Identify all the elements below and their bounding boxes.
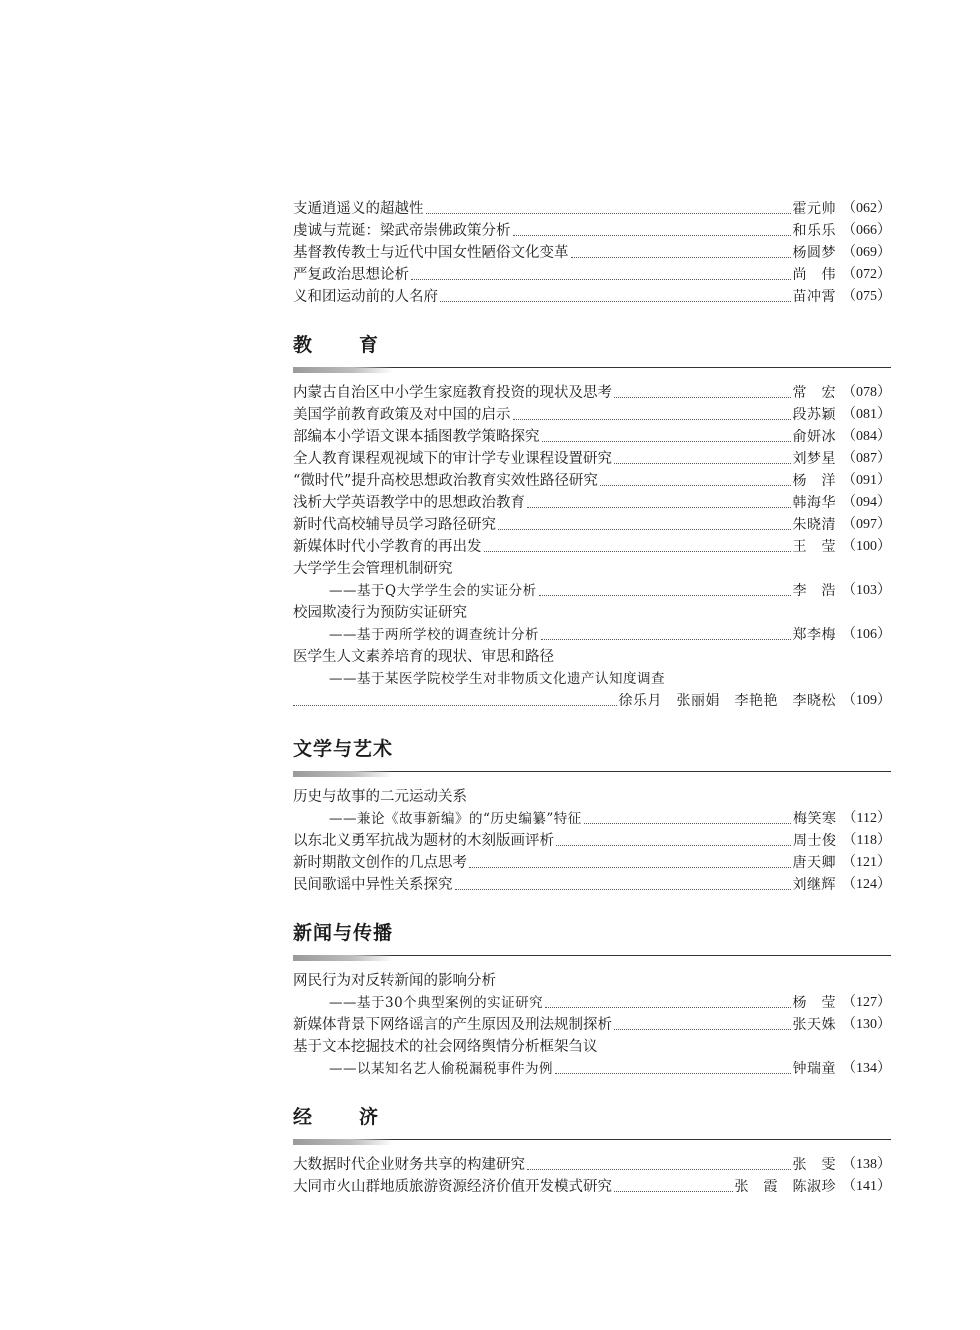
entry-title[interactable]: 民间歌谣中异性关系探究 <box>293 877 453 893</box>
toc-entry-subtitle-row <box>293 580 891 602</box>
toc-entry[interactable] <box>293 536 891 558</box>
entry-author: 杨 洋 <box>792 473 836 489</box>
entry-page: （130） <box>842 1017 891 1032</box>
toc-entry[interactable] <box>293 264 891 286</box>
entry-page: （124） <box>842 877 891 892</box>
entry-title[interactable]: 美国学前教育政策及对中国的启示 <box>293 407 511 423</box>
entry-author: 刘梦星 <box>792 451 836 467</box>
entry-page: （087） <box>842 451 891 466</box>
entry-author: 张 霞 陈淑珍 <box>734 1179 836 1195</box>
entry-title[interactable]: 部编本小学语文课本插图教学策略探究 <box>293 429 540 445</box>
toc-entry-subtitle-row <box>293 624 891 646</box>
toc-entry[interactable] <box>293 852 891 874</box>
entry-author: 霍元帅 <box>792 201 836 217</box>
toc-entry[interactable] <box>293 514 891 536</box>
toc-entry[interactable] <box>293 830 891 852</box>
entry-page: （141） <box>842 1179 891 1194</box>
entry-page: （127） <box>842 995 891 1010</box>
leader-dots <box>513 419 791 420</box>
entry-page: （112） <box>842 811 891 826</box>
entry-author: 杨 莹 <box>792 995 836 1011</box>
entry-title[interactable]: 大学学生会管理机制研究 <box>293 561 453 577</box>
leader-dots <box>469 867 791 868</box>
entry-subtitle: ——基于30个典型案例的实证研究 <box>329 995 544 1011</box>
entry-title[interactable]: 义和团运动前的人名府 <box>293 289 438 305</box>
entry-page: （078） <box>842 385 891 400</box>
toc-section <box>293 1104 891 1198</box>
entry-title[interactable]: 网民行为对反转新闻的影响分析 <box>293 973 496 989</box>
section-divider-accent <box>293 771 393 777</box>
toc-entry[interactable] <box>293 382 891 404</box>
entry-title[interactable]: 医学生人文素养培育的现状、审思和路径 <box>293 649 554 665</box>
section-heading: 新闻与传播 <box>293 922 394 944</box>
leader-dots <box>614 1029 791 1030</box>
toc-section <box>293 736 891 896</box>
toc-entry[interactable] <box>293 874 891 896</box>
section-divider <box>293 952 891 962</box>
leader-dots <box>614 1191 733 1192</box>
entry-title[interactable]: “微时代”提升高校思想政治教育实效性路径研究 <box>293 473 598 489</box>
entry-author: 刘继辉 <box>792 877 836 893</box>
entry-author: 徐乐月 张丽娟 李艳艳 李晓松 <box>618 693 836 709</box>
toc-entry-authors-row <box>293 690 891 712</box>
toc-entry[interactable] <box>293 448 891 470</box>
leader-dots <box>513 235 791 236</box>
entry-title[interactable]: 以东北义勇军抗战为题材的木刻版画评析 <box>293 833 554 849</box>
leader-dots <box>584 823 791 824</box>
leader-dots <box>555 1073 791 1074</box>
toc-entry-title-row[interactable] <box>293 646 891 668</box>
section-divider-accent <box>293 955 393 961</box>
entry-author: 钟瑞童 <box>792 1061 836 1077</box>
entry-page: （094） <box>842 495 891 510</box>
section-heading: 文学与艺术 <box>293 738 394 760</box>
entry-title[interactable]: 历史与故事的二元运动关系 <box>293 789 467 805</box>
entry-title[interactable]: 浅析大学英语教学中的思想政治教育 <box>293 495 525 511</box>
entry-title[interactable]: 新时期散文创作的几点思考 <box>293 855 467 871</box>
toc-entry-title-row[interactable] <box>293 602 891 624</box>
toc-entry-subtitle-row <box>293 808 891 830</box>
entry-title[interactable]: 校园欺凌行为预防实证研究 <box>293 605 467 621</box>
entry-page: （138） <box>842 1157 891 1172</box>
leader-dots <box>539 595 791 596</box>
entry-title[interactable]: 新媒体时代小学教育的再出发 <box>293 539 482 555</box>
toc-entry[interactable] <box>293 492 891 514</box>
toc-group-history <box>293 198 891 308</box>
toc-entry-title-row[interactable] <box>293 558 891 580</box>
section-heading: 经 济 <box>293 1106 393 1128</box>
entry-page: （134） <box>842 1061 891 1076</box>
entry-subtitle: ——兼论《故事新编》的“历史编纂”特征 <box>329 811 582 827</box>
toc-entry[interactable] <box>293 1176 891 1198</box>
leader-dots <box>556 845 791 846</box>
toc-entry[interactable] <box>293 198 891 220</box>
entry-page: （066） <box>842 223 891 238</box>
entry-title[interactable]: 严复政治思想论析 <box>293 267 409 283</box>
entry-page: （081） <box>842 407 891 422</box>
toc-entry-title-row[interactable] <box>293 1036 891 1058</box>
entry-title[interactable]: 大同市火山群地质旅游资源经济价值开发模式研究 <box>293 1179 612 1195</box>
entry-author: 周士俊 <box>793 833 837 849</box>
entry-author: 张 雯 <box>792 1157 836 1173</box>
leader-dots <box>545 1007 790 1008</box>
entry-page: （072） <box>842 267 891 282</box>
toc-entry[interactable] <box>293 220 891 242</box>
entry-page: （106） <box>842 627 891 642</box>
leader-dots <box>440 301 791 302</box>
entry-subtitle: ——基于两所学校的调查统计分析 <box>329 627 539 643</box>
toc-entry[interactable] <box>293 242 891 264</box>
entry-author: 俞妍冰 <box>792 429 836 445</box>
entry-page: （100） <box>842 539 891 554</box>
toc-entry-subtitle-row <box>293 992 891 1014</box>
entry-author: 郑李梅 <box>792 627 836 643</box>
toc-entry-subtitle-row <box>293 1058 891 1080</box>
entry-author: 常 宏 <box>792 385 836 401</box>
toc-entry[interactable] <box>293 1014 891 1036</box>
leader-dots <box>527 507 791 508</box>
entry-author: 杨圆梦 <box>792 245 836 261</box>
leader-dots <box>455 889 791 890</box>
entry-subtitle: ——基于某医学院校学生对非物质文化遗产认知度调查 <box>329 671 665 687</box>
toc-entry-subtitle-row <box>293 668 891 690</box>
toc-section <box>293 920 891 1080</box>
toc-entry-title-row[interactable] <box>293 970 891 992</box>
entry-author: 苗冲霄 <box>792 289 836 305</box>
leader-dots <box>571 257 791 258</box>
leader-dots <box>542 441 791 442</box>
section-divider-accent <box>293 367 393 373</box>
entry-subtitle: ——以某知名艺人偷税漏税事件为例 <box>329 1061 553 1077</box>
entry-page: （097） <box>842 517 891 532</box>
toc-sections <box>293 332 891 1198</box>
leader-dots <box>614 397 791 398</box>
entry-title[interactable]: 新时代高校辅导员学习路径研究 <box>293 517 496 533</box>
entry-author: 段苏颖 <box>792 407 836 423</box>
section-divider-accent <box>293 1139 393 1145</box>
section-heading: 教 育 <box>293 334 393 356</box>
toc-entry[interactable] <box>293 1154 891 1176</box>
entry-author: 张天姝 <box>792 1017 836 1033</box>
entry-title[interactable]: 支遁逍遥义的超越性 <box>293 201 424 217</box>
table-of-contents <box>293 198 891 1198</box>
leader-dots <box>426 213 791 214</box>
section-divider <box>293 1136 891 1146</box>
entry-page: （118） <box>842 833 891 848</box>
entry-page: （121） <box>842 855 891 870</box>
entry-subtitle: ——基于Q大学学生会的实证分析 <box>329 583 537 599</box>
toc-entry[interactable] <box>293 426 891 448</box>
entry-title[interactable]: 基于文本挖掘技术的社会网络舆情分析框架刍议 <box>293 1039 598 1055</box>
toc-entry[interactable] <box>293 470 891 492</box>
entry-title[interactable]: 新媒体背景下网络谣言的产生原因及刑法规制探析 <box>293 1017 612 1033</box>
entry-title[interactable]: 大数据时代企业财务共享的构建研究 <box>293 1157 525 1173</box>
entry-title[interactable]: 基督教传教士与近代中国女性陋俗文化变革 <box>293 245 569 261</box>
entry-author: 尚 伟 <box>792 267 836 283</box>
toc-entry[interactable] <box>293 286 891 308</box>
leader-dots <box>498 529 791 530</box>
leader-dots <box>541 639 791 640</box>
leader-dots <box>527 1169 791 1170</box>
entry-author: 梅笑寒 <box>793 811 837 827</box>
section-divider <box>293 768 891 778</box>
entry-title[interactable]: 全人教育课程观视域下的审计学专业课程设置研究 <box>293 451 612 467</box>
entry-title[interactable]: 虔诚与荒诞：梁武帝崇佛政策分析 <box>293 223 511 239</box>
entry-page: （075） <box>842 289 891 304</box>
leader-dots <box>600 485 791 486</box>
section-divider <box>293 364 891 374</box>
entry-author: 朱晓清 <box>792 517 836 533</box>
entry-page: （069） <box>842 245 891 260</box>
entry-author: 王 莹 <box>792 539 836 555</box>
entry-page: （062） <box>842 201 891 216</box>
leader-dots <box>484 551 791 552</box>
toc-entry-title-row[interactable] <box>293 786 891 808</box>
toc-section <box>293 332 891 712</box>
entry-page: （091） <box>842 473 891 488</box>
entry-page: （109） <box>842 693 891 708</box>
entry-title[interactable]: 内蒙古自治区中小学生家庭教育投资的现状及思考 <box>293 385 612 401</box>
entry-author: 韩海华 <box>792 495 836 511</box>
entry-page: （084） <box>842 429 891 444</box>
entry-author: 唐天卿 <box>792 855 836 871</box>
toc-entry[interactable] <box>293 404 891 426</box>
leader-dots <box>411 279 791 280</box>
entry-page: （103） <box>842 583 891 598</box>
entry-author: 和乐乐 <box>792 223 836 239</box>
leader-dots <box>614 463 791 464</box>
leader-dots <box>293 705 617 706</box>
entry-author: 李 浩 <box>792 583 836 599</box>
